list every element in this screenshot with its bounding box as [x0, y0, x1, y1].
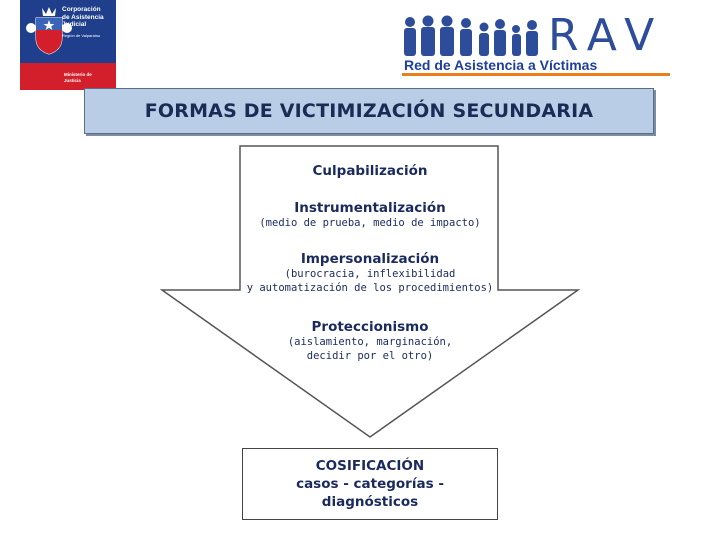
form-detail: (burocracia, inflexibilidad y automatización de los procedimientos): [246, 268, 494, 294]
form-detail: (medio de prueba, medio de impacto): [259, 217, 481, 229]
form-label: Culpabilización: [312, 163, 428, 179]
institution-region: Región de Valparaíso: [62, 33, 101, 38]
result-text: COSIFICACIÓN casos - categorías - diagnósticos: [296, 458, 444, 510]
form-label: Impersonalización: [300, 251, 440, 267]
form-item-culpabilizacion: [0, 163, 720, 179]
form-item-impersonalizacion: [0, 251, 720, 295]
form-label: Proteccionismo: [311, 319, 429, 335]
network-name: Red de Asistencia a Víctimas: [404, 57, 598, 73]
result-box: [242, 448, 498, 520]
form-label: Instrumentalización: [294, 200, 446, 216]
institution-ministry: Ministerio de Justicia: [64, 72, 92, 83]
institution-name: Corporación de Asistencia Judicial: [62, 6, 104, 28]
form-item-instrumentalizacion: [0, 200, 720, 230]
network-acronym: RAV: [548, 10, 665, 61]
page-title: FORMAS DE VICTIMIZACIÓN SECUNDARIA: [144, 100, 594, 122]
form-detail: (aislamiento, marginación, decidir por el otro): [287, 336, 453, 362]
form-item-proteccionismo: [0, 319, 720, 363]
